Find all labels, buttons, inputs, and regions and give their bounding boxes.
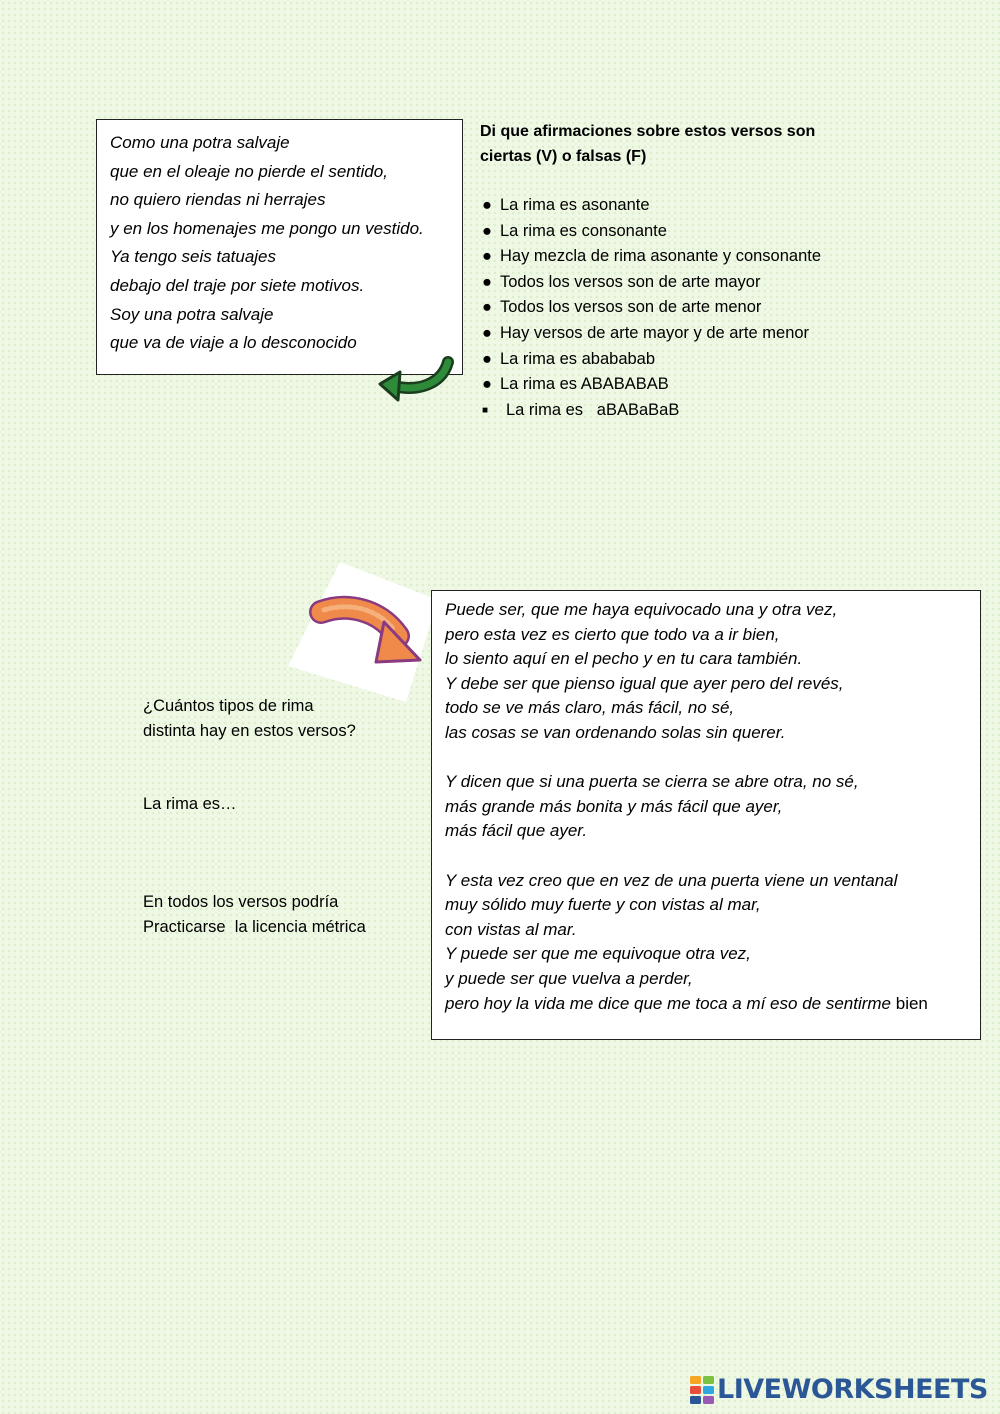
- brand-name: LIVEWORKSHEETS: [717, 1374, 988, 1405]
- poem2-line: [445, 844, 980, 869]
- poem2-line: las cosas se van ordenando solas sin querer.: [445, 722, 786, 742]
- poem2-line: todo se ve más claro, más fácil, no sé,: [445, 698, 735, 718]
- poem2-line: con vistas al mar.: [445, 919, 577, 939]
- statement-text: Hay versos de arte mayor y de arte menor: [500, 323, 810, 342]
- poem1-line: Ya tengo seis tatuajes: [110, 247, 277, 267]
- statement-item: [480, 321, 880, 347]
- statement-item: [480, 372, 880, 398]
- poem1-line: y en los homenajes me pongo un vestido.: [110, 218, 424, 238]
- poem2-line: Y dicen que si una puerta se cierra se abre otra, no sé,: [445, 772, 859, 792]
- question-metric-license: [143, 890, 366, 939]
- poem-box-2: [431, 590, 981, 1040]
- bullet-icon: ●: [482, 196, 492, 214]
- statement-item: [480, 193, 880, 219]
- question-rhyme: [143, 792, 237, 817]
- liveworksheets-logo-icon: [690, 1376, 714, 1404]
- liveworksheets-brand: [690, 1374, 988, 1406]
- curved-green-arrow-icon: [372, 352, 462, 412]
- true-false-question: [480, 119, 880, 423]
- poem2-line: [445, 746, 980, 771]
- poem1-line: Soy una potra salvaje: [110, 304, 274, 324]
- question-rhyme-types: [143, 694, 356, 743]
- poem2-last-line: [445, 992, 980, 1017]
- statement-text: Todos los versos son de arte mayor: [500, 272, 761, 291]
- question-title: Di que afirmaciones sobre estos versos son ciertas (V) o falsas (F): [480, 123, 816, 165]
- orange-arrow-icon: [288, 562, 438, 702]
- statement-item: [480, 347, 880, 373]
- question-line: distinta hay en estos versos?: [143, 721, 356, 740]
- statement-item: [480, 219, 880, 245]
- poem1-line: que en el oleaje no pierde el sentido,: [110, 161, 388, 181]
- statement-text: La rima es abababab: [500, 349, 656, 368]
- question-line: ¿Cuántos tipos de rima: [143, 697, 314, 715]
- poem2-last-word: bien: [895, 993, 928, 1013]
- bullet-icon: ●: [482, 298, 492, 317]
- bullet-icon: ●: [482, 221, 492, 240]
- poem-box-1: [96, 119, 463, 375]
- poem1-line: Como una potra salvaje: [110, 133, 290, 152]
- statement-text: La rima es ABABABAB: [500, 375, 669, 394]
- bullet-icon: ●: [482, 323, 492, 342]
- statement-text: La rima es consonante: [500, 221, 667, 240]
- poem2-line-text: pero hoy la vida me dice que me toca a mí eso de sentirme: [445, 993, 892, 1013]
- poem2-line: pero esta vez es cierto que todo va a ir bien,: [445, 624, 780, 644]
- statement-list: [480, 193, 880, 423]
- bullet-icon: ●: [482, 247, 492, 266]
- question-line: La rima es…: [143, 795, 237, 813]
- bullet-icon: ●: [482, 349, 492, 368]
- poem2-line: Puede ser, que me haya equivocado una y otra vez,: [445, 600, 838, 619]
- poem2-line: más grande más bonita y más fácil que ayer,: [445, 796, 783, 816]
- poem2-line: Y puede ser que me equivoque otra vez,: [445, 944, 751, 964]
- poem2-line: muy sólido muy fuerte y con vistas al mar,: [445, 895, 761, 915]
- poem2-line: Y esta vez creo que en vez de una puerta viene un ventanal: [445, 870, 898, 890]
- statement-text: La rima es asonante: [500, 196, 650, 214]
- poem1-line: debajo del traje por siete motivos.: [110, 275, 365, 295]
- poem1-line: que va de viaje a lo desconocido: [110, 333, 357, 353]
- poem1-line: no quiero riendas ni herrajes: [110, 190, 326, 210]
- bullet-icon: ●: [482, 272, 492, 291]
- question-line: Practicarse la licencia métrica: [143, 917, 366, 936]
- question-line: En todos los versos podría: [143, 893, 339, 911]
- statement-item: [480, 244, 880, 270]
- bullet-icon: ●: [482, 375, 492, 394]
- poem2-line: más fácil que ayer.: [445, 821, 588, 841]
- poem2-line: y puede ser que vuelva a perder,: [445, 968, 693, 988]
- statement-item: [480, 270, 880, 296]
- statement-item: [480, 295, 880, 321]
- statement-text: La rima es aBABaBaB: [506, 400, 680, 419]
- statement-text: Hay mezcla de rima asonante y consonante: [500, 247, 822, 266]
- poem2-line: lo siento aquí en el pecho y en tu cara también.: [445, 649, 803, 669]
- poem2-line: Y debe ser que pienso igual que ayer pero del revés,: [445, 673, 844, 693]
- statement-item: [480, 398, 880, 424]
- statement-text: Todos los versos son de arte menor: [500, 298, 762, 317]
- square-bullet-icon: ■: [481, 404, 489, 416]
